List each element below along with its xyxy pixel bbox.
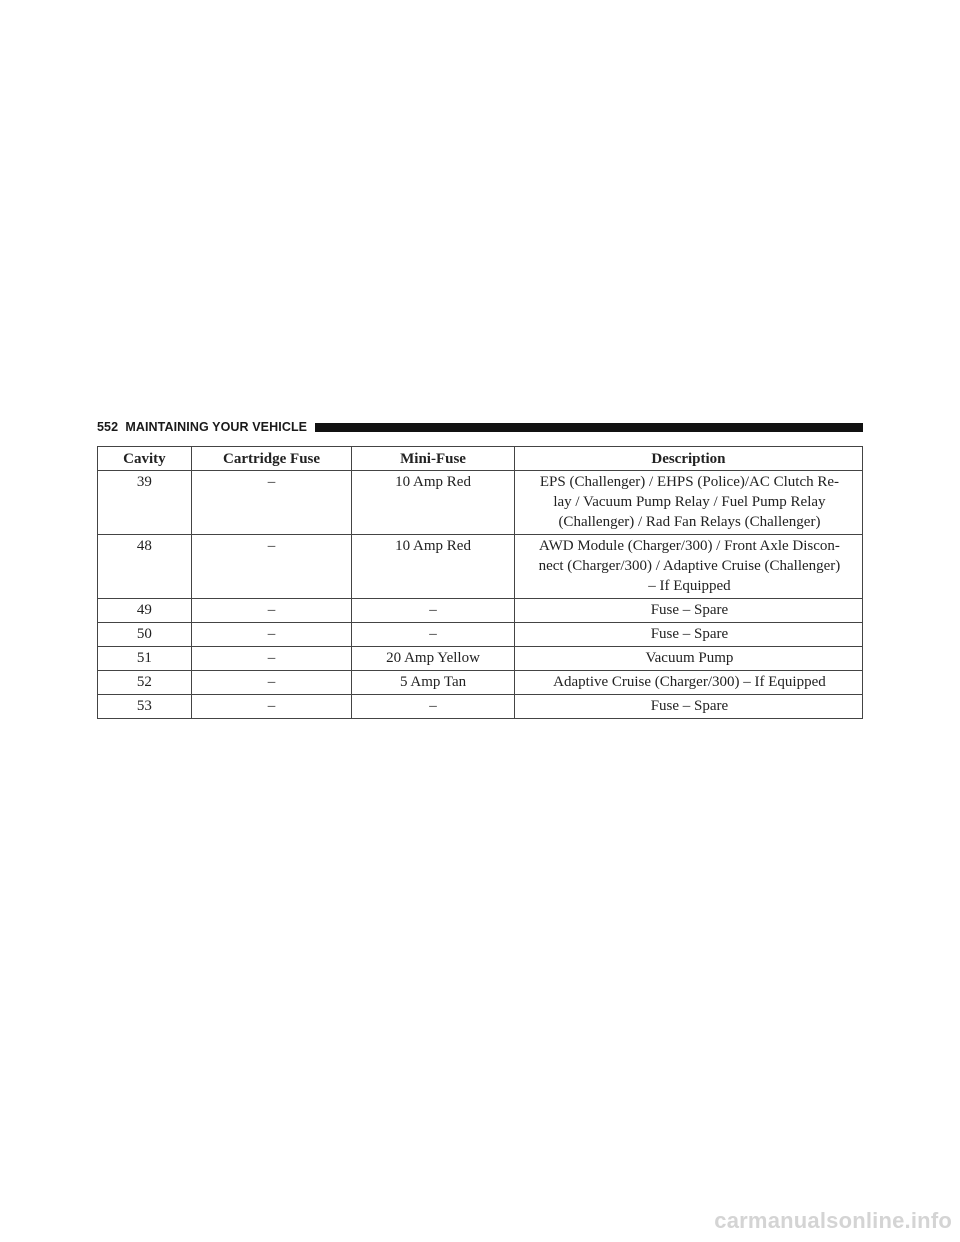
table-row	[98, 599, 863, 623]
cell-mini-fuse: 5 Amp Tan	[352, 671, 515, 695]
cell-cavity: 51	[98, 647, 192, 671]
column-header-description: Description	[514, 447, 862, 471]
cell-cavity: 39	[98, 471, 192, 535]
cell-cartridge-fuse: –	[191, 647, 351, 671]
header-rule	[315, 423, 863, 432]
description-line: Fuse – Spare	[650, 602, 729, 618]
description-line: Vacuum Pump	[645, 650, 734, 666]
cell-description	[514, 535, 862, 599]
cell-cartridge-fuse: –	[191, 535, 351, 599]
table-header-row	[98, 447, 863, 471]
running-header	[97, 419, 863, 435]
cell-cartridge-fuse: –	[191, 671, 351, 695]
page-number: 552	[97, 420, 119, 434]
description-line: Fuse – Spare	[650, 698, 729, 714]
cell-mini-fuse: –	[352, 623, 515, 647]
column-header-cartridge-fuse: Cartridge Fuse	[191, 447, 351, 471]
cell-description	[514, 671, 862, 695]
cell-cartridge-fuse: –	[191, 623, 351, 647]
cell-mini-fuse: 20 Amp Yellow	[352, 647, 515, 671]
table-row	[98, 671, 863, 695]
cell-description	[514, 599, 862, 623]
table-row	[98, 647, 863, 671]
table-row	[98, 623, 863, 647]
cell-mini-fuse: –	[352, 695, 515, 719]
page-number-and-section	[97, 420, 307, 434]
cell-description	[514, 647, 862, 671]
column-header-mini-fuse: Mini-Fuse	[352, 447, 515, 471]
fuse-table	[97, 446, 863, 719]
description-line: (Challenger) / Rad Fan Relays (Challenger)	[558, 514, 821, 530]
column-header-cavity: Cavity	[98, 447, 192, 471]
section-title: MAINTAINING YOUR VEHICLE	[125, 420, 308, 434]
description-line: Adaptive Cruise (Charger/300) – If Equipped	[553, 674, 826, 690]
cell-mini-fuse: 10 Amp Red	[352, 471, 515, 535]
table-row	[98, 535, 863, 599]
description-line: AWD Module (Charger/300) / Front Axle Discon-	[538, 538, 840, 554]
table-row	[98, 695, 863, 719]
cell-cavity: 49	[98, 599, 192, 623]
description-line: – If Equipped	[648, 578, 731, 594]
cell-cartridge-fuse: –	[191, 471, 351, 535]
description-line: nect (Charger/300) / Adaptive Cruise (Challenger)	[538, 558, 841, 574]
cell-cartridge-fuse: –	[191, 599, 351, 623]
cell-description	[514, 623, 862, 647]
description-line: EPS (Challenger) / EHPS (Police)/AC Clutch Re-	[539, 474, 840, 490]
cell-description	[514, 471, 862, 535]
cell-cavity: 52	[98, 671, 192, 695]
cell-cavity: 53	[98, 695, 192, 719]
cell-mini-fuse: 10 Amp Red	[352, 535, 515, 599]
cell-cavity: 48	[98, 535, 192, 599]
cell-mini-fuse: –	[352, 599, 515, 623]
cell-cavity: 50	[98, 623, 192, 647]
description-line: Fuse – Spare	[650, 626, 729, 642]
cell-description	[514, 695, 862, 719]
description-line: lay / Vacuum Pump Relay / Fuel Pump Relay	[553, 494, 826, 510]
table-row	[98, 471, 863, 535]
cell-cartridge-fuse: –	[191, 695, 351, 719]
watermark: carmanualsonline.info	[714, 1208, 952, 1233]
